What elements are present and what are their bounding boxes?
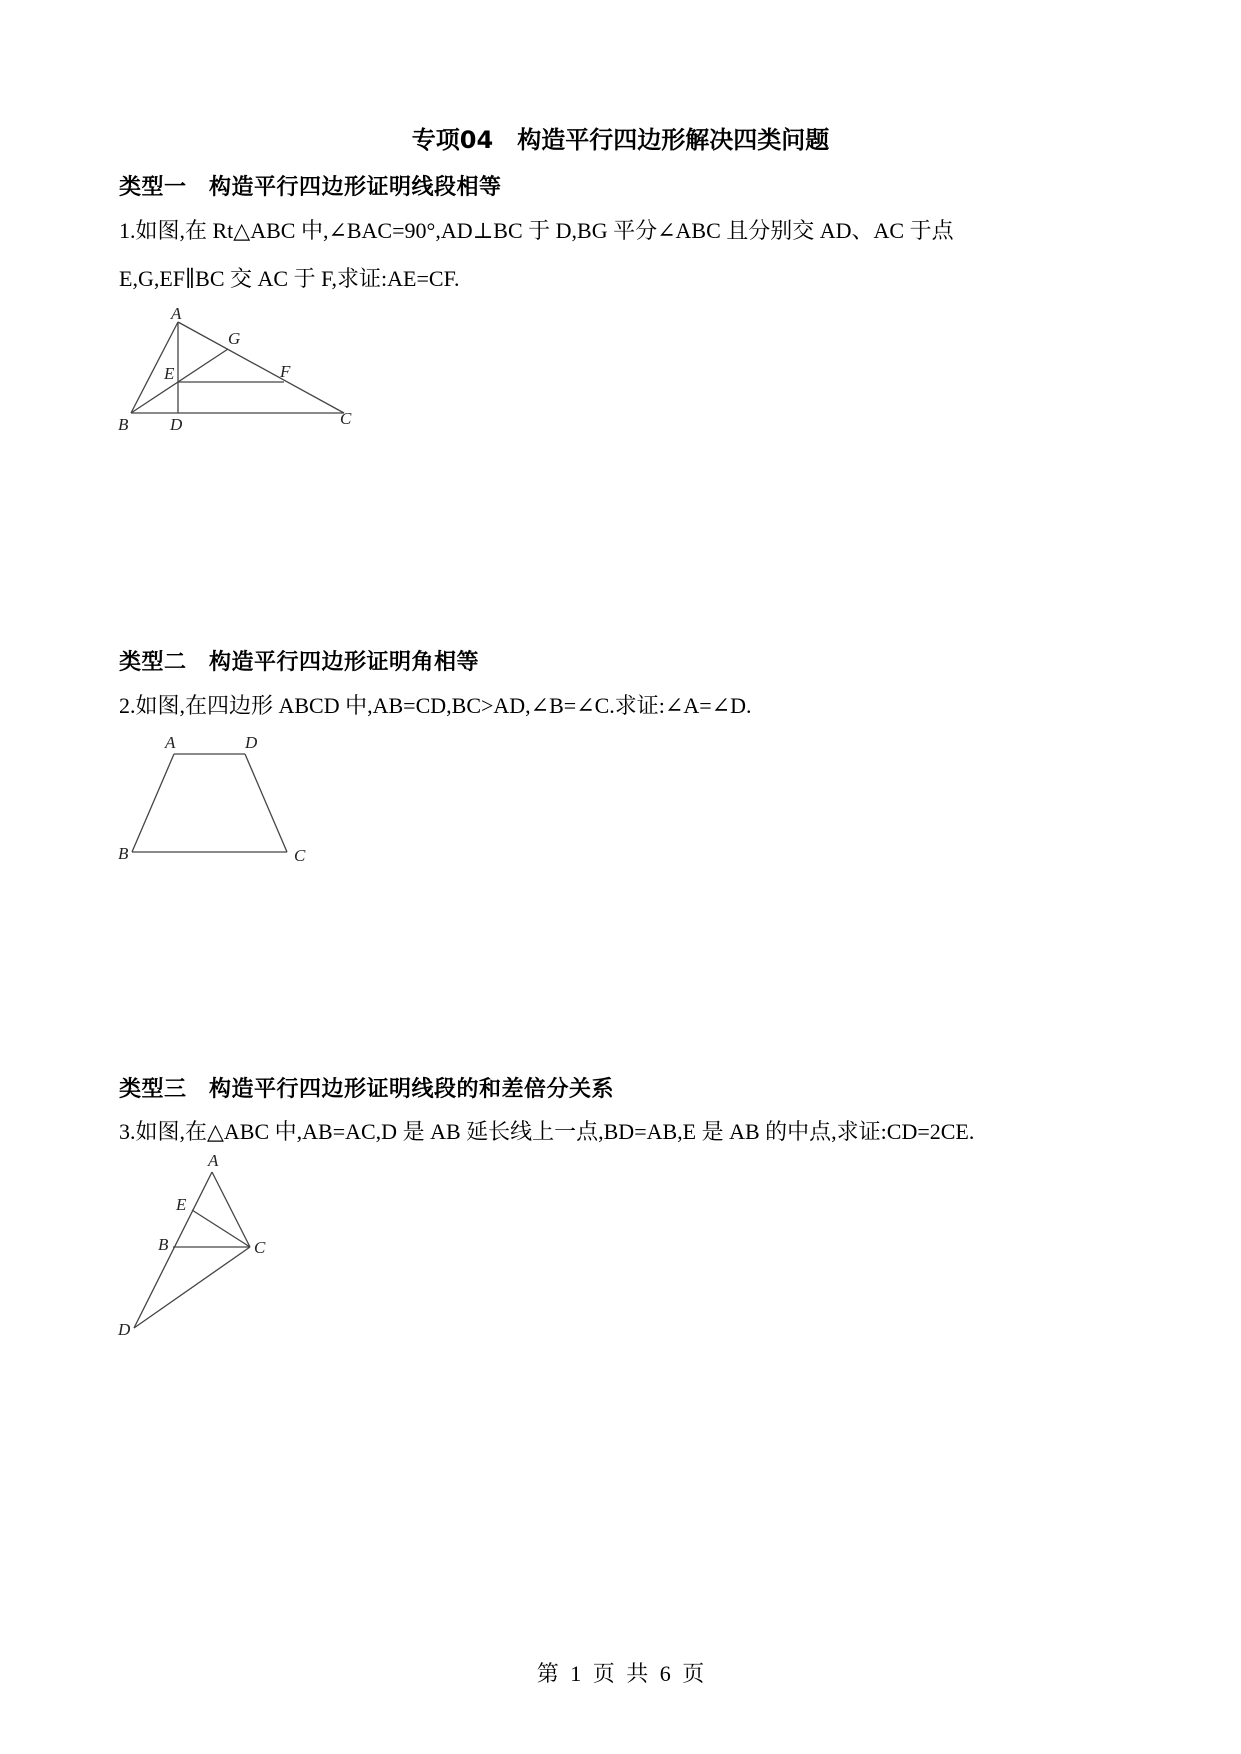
- page-footer: 第 1 页 共 6 页: [536, 1661, 705, 1686]
- label-G: G: [228, 329, 241, 348]
- figure-1: [110, 305, 370, 444]
- label-C: C: [254, 1238, 266, 1257]
- segment-DC: [134, 1247, 250, 1328]
- label-F: F: [280, 362, 291, 381]
- label-E: E: [164, 364, 175, 383]
- problem-1-text: [119, 207, 1119, 303]
- problem-2-text: [119, 682, 1119, 730]
- figure-3: [110, 1153, 290, 1347]
- problem-1-line-1: 1.如图,在 Rt△ABC 中,∠BAC=90°,AD⊥BC 于 D,BG 平分∠ABC 且分别交 AD、AC 于点: [119, 218, 954, 243]
- figure-2: [110, 728, 320, 872]
- section-heading-1: 类型一 构造平行四边形证明线段相等: [119, 175, 502, 200]
- label-C: C: [340, 409, 352, 428]
- problem-1-line-2: E,G,EF∥BC 交 AC 于 F,求证:AE=CF.: [119, 266, 460, 291]
- page-title: 专项04 构造平行四边形解决四类问题: [411, 126, 830, 154]
- problem-3-text: [119, 1108, 1119, 1156]
- segment-DC: [245, 754, 287, 852]
- label-D: D: [245, 733, 258, 752]
- label-B: B: [118, 415, 129, 434]
- label-A: A: [171, 305, 182, 323]
- label-E: E: [176, 1195, 187, 1214]
- segment-AB: [132, 754, 174, 852]
- label-B: B: [158, 1235, 169, 1254]
- label-D: D: [118, 1320, 131, 1339]
- label-A: A: [208, 1153, 219, 1170]
- section-heading-2: 类型二 构造平行四边形证明角相等: [119, 650, 480, 675]
- section-heading-3: 类型三 构造平行四边形证明线段的和差倍分关系: [119, 1077, 615, 1102]
- label-C: C: [294, 846, 306, 865]
- segment-AC: [212, 1172, 250, 1247]
- segment-BG: [131, 349, 228, 413]
- label-D: D: [170, 415, 183, 434]
- label-B: B: [118, 844, 129, 863]
- segment-AD: [134, 1172, 212, 1328]
- problem-3-line-1: 3.如图,在△ABC 中,AB=AC,D 是 AB 延长线上一点,BD=AB,E 是 AB 的中点,求证:CD=2CE.: [119, 1119, 975, 1144]
- problem-2-line-1: 2.如图,在四边形 ABCD 中,AB=CD,BC>AD,∠B=∠C.求证:∠A=∠D.: [119, 693, 752, 718]
- segment-AC: [178, 322, 344, 413]
- label-A: A: [165, 733, 176, 752]
